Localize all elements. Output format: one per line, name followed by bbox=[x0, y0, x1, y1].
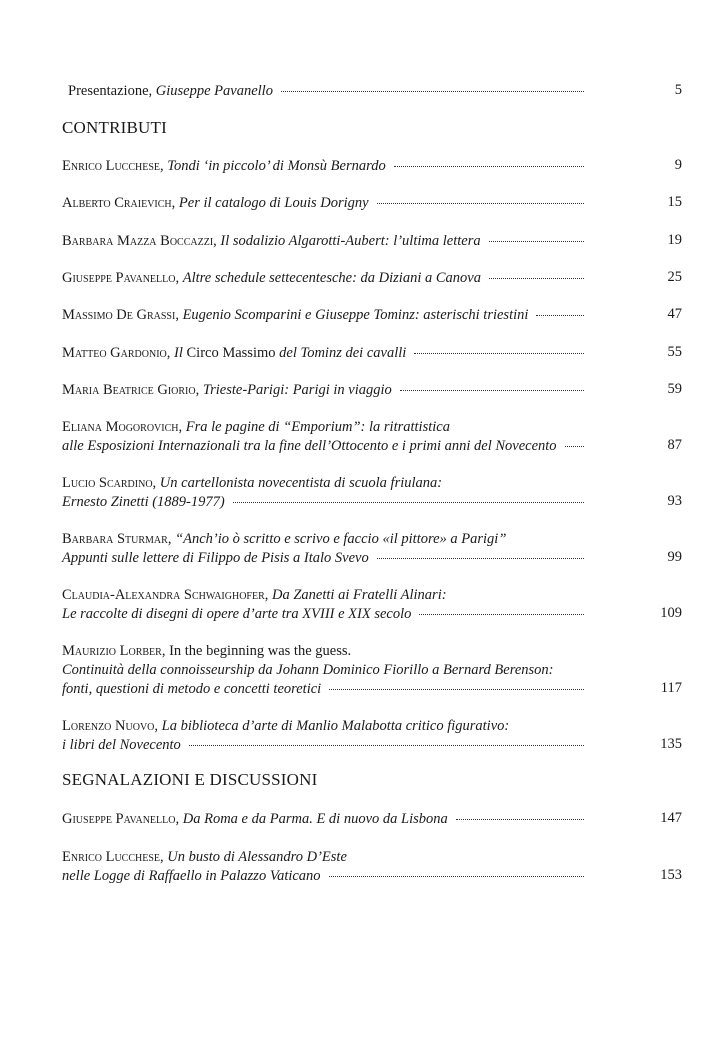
page-number: 59 bbox=[667, 381, 682, 397]
entry-title-part: Il bbox=[174, 345, 183, 361]
entry-author: Barbara Mazza Boccazzi, bbox=[62, 233, 217, 249]
entry-title-continued: alle Esposizioni Internazionali tra la fine dell’Ottocento e i primi anni del Novecento bbox=[62, 438, 557, 454]
entry-author: Matteo Gardonio, bbox=[62, 345, 171, 361]
entry-title: Un cartellonista novecentista di scuola friulana: bbox=[159, 475, 443, 491]
entry-title: “Anch’io ò scritto e scrivo e faccio «il pittore» a Parigi” bbox=[175, 531, 507, 547]
dot-leader bbox=[377, 558, 584, 559]
entry-title: Da Zanetti ai Fratelli Alinari: bbox=[272, 587, 447, 603]
toc-entry bbox=[62, 810, 590, 829]
toc-entry bbox=[62, 848, 590, 886]
toc-entry bbox=[62, 344, 590, 363]
toc-entry bbox=[62, 418, 590, 456]
toc-entry bbox=[62, 306, 590, 325]
dot-leader bbox=[400, 390, 584, 391]
entry-author: Alberto Craievich, bbox=[62, 195, 176, 211]
entry-title-continued: Le raccolte di disegni di opere d’arte tra XVIII e XIX secolo bbox=[62, 606, 412, 622]
page-number: 47 bbox=[667, 306, 682, 322]
dot-leader bbox=[419, 614, 584, 615]
page-number: 93 bbox=[667, 493, 682, 509]
dot-leader bbox=[394, 166, 584, 167]
entry-author: Enrico Lucchese, bbox=[62, 158, 164, 174]
page-number: 19 bbox=[667, 232, 682, 248]
toc-entry bbox=[62, 717, 590, 755]
entry-title: Per il catalogo di Louis Dorigny bbox=[178, 195, 369, 211]
entry-title-continued: i libri del Novecento bbox=[62, 737, 181, 753]
entry-title-part: Circo Massimo bbox=[186, 345, 276, 361]
entry-title-part: del Tominz dei cavalli bbox=[279, 345, 407, 361]
entry-author: Giuseppe Pavanello bbox=[155, 83, 273, 99]
entry-title: In the beginning was the guess. bbox=[169, 643, 352, 659]
toc-entry bbox=[62, 232, 590, 251]
entry-title: Trieste-Parigi: Parigi in viaggio bbox=[202, 382, 392, 398]
toc-entry bbox=[62, 642, 590, 699]
entry-author: Barbara Sturmar, bbox=[62, 531, 172, 547]
toc-entry bbox=[62, 157, 590, 176]
entry-title-continued: fonti, questioni di metodo e concetti teoretici bbox=[62, 681, 322, 697]
entry-author: Massimo De Grassi, bbox=[62, 307, 179, 323]
dot-leader bbox=[456, 819, 584, 820]
entry-title-continued: Ernesto Zinetti (1889-1977) bbox=[62, 494, 225, 510]
page-number: 153 bbox=[660, 867, 682, 883]
dot-leader bbox=[329, 689, 584, 690]
page-number: 87 bbox=[667, 437, 682, 453]
page-number: 147 bbox=[660, 810, 682, 826]
entry-author: Enrico Lucchese, bbox=[62, 849, 164, 865]
dot-leader bbox=[414, 353, 584, 354]
dot-leader bbox=[281, 91, 584, 92]
entry-title: Fra le pagine di “Emporium”: la ritrattistica bbox=[185, 419, 450, 435]
entry-title: Tondi ‘in piccolo’ di Monsù Bernardo bbox=[167, 158, 386, 174]
entry-title-continued: Appunti sulle lettere di Filippo de Pisis a Italo Svevo bbox=[62, 550, 369, 566]
dot-leader bbox=[565, 446, 584, 447]
dot-leader bbox=[489, 278, 584, 279]
page-number: 15 bbox=[667, 194, 682, 210]
entry-author: Maurizio Lorber, bbox=[62, 643, 166, 659]
page-number: 99 bbox=[667, 549, 682, 565]
entry-author: Eliana Mogorovich, bbox=[62, 419, 183, 435]
entry-title: Eugenio Scomparini e Giuseppe Tominz: asterischi triestini bbox=[182, 307, 529, 323]
toc-entry bbox=[62, 474, 590, 512]
entry-label: Presentazione, bbox=[68, 83, 153, 99]
page-number: 109 bbox=[660, 605, 682, 621]
toc-entry bbox=[62, 586, 590, 624]
entry-title-continued: nelle Logge di Raffaello in Palazzo Vaticano bbox=[62, 868, 321, 884]
entry-author: Lorenzo Nuovo, bbox=[62, 718, 159, 734]
toc-entry bbox=[62, 194, 590, 213]
dot-leader bbox=[536, 315, 584, 316]
dot-leader bbox=[189, 745, 584, 746]
page-number: 25 bbox=[667, 269, 682, 285]
page-number: 5 bbox=[674, 82, 682, 98]
dot-leader bbox=[233, 502, 584, 503]
entry-author: Maria Beatrice Giorio, bbox=[62, 382, 200, 398]
entry-author: Claudia-Alexandra Schwaighofer, bbox=[62, 587, 269, 603]
entry-title: Il sodalizio Algarotti-Aubert: l’ultima lettera bbox=[220, 233, 481, 249]
dot-leader bbox=[489, 241, 584, 242]
dot-leader bbox=[377, 203, 584, 204]
page-number: 9 bbox=[674, 157, 682, 173]
toc-entry-presentazione bbox=[68, 82, 590, 101]
entry-title: Da Roma e da Parma. E di nuovo da Lisbona bbox=[182, 811, 448, 827]
entry-title-continued: Continuità della connoisseurship da Johann Dominico Fiorillo a Bernard Berenson: bbox=[62, 662, 554, 678]
toc-entry bbox=[62, 381, 590, 400]
page-number: 135 bbox=[660, 736, 682, 752]
entry-title: La biblioteca d’arte di Manlio Malabotta critico figurativo: bbox=[161, 718, 510, 734]
toc-entry bbox=[62, 530, 590, 568]
section-heading-contributi: CONTRIBUTI bbox=[62, 118, 167, 137]
dot-leader bbox=[329, 876, 584, 877]
page-number: 55 bbox=[667, 344, 682, 360]
section-heading-segnalazioni: SEGNALAZIONI E DISCUSSIONI bbox=[62, 770, 318, 789]
entry-title: Un busto di Alessandro D’Este bbox=[167, 849, 347, 865]
entry-author: Giuseppe Pavanello, bbox=[62, 270, 180, 286]
toc-entry bbox=[62, 269, 590, 288]
entry-title: Altre schedule settecentesche: da Diziani a Canova bbox=[182, 270, 481, 286]
page-number: 117 bbox=[660, 680, 682, 696]
entry-author: Giuseppe Pavanello, bbox=[62, 811, 180, 827]
entry-author: Lucio Scardino, bbox=[62, 475, 157, 491]
